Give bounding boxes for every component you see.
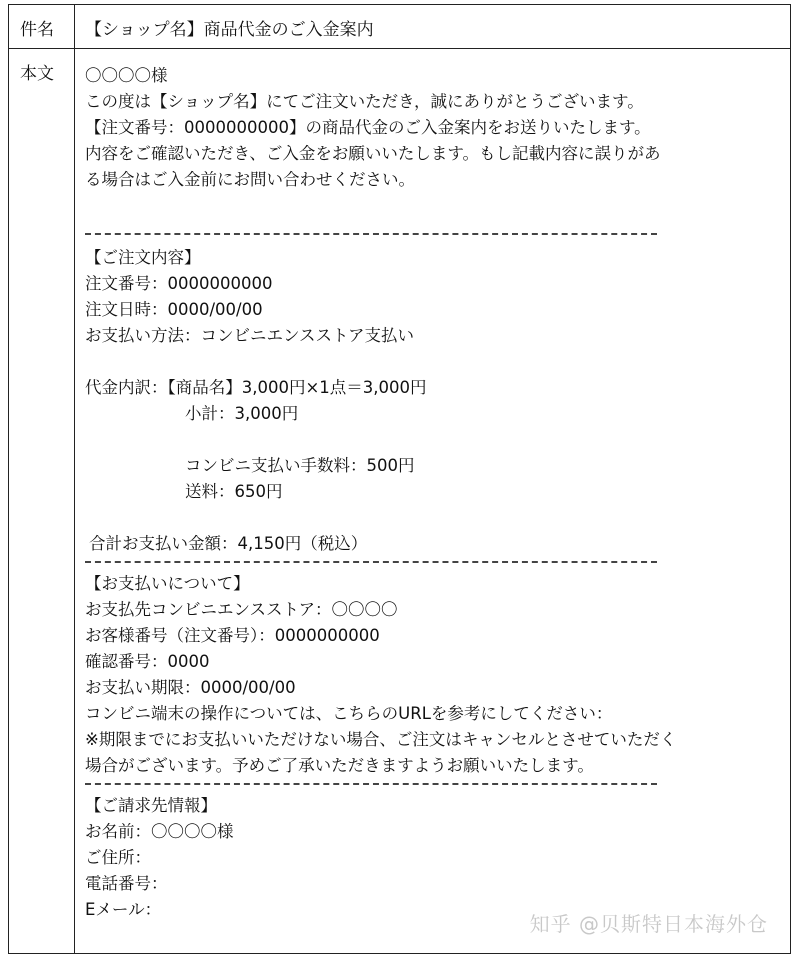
- body-row: [9, 49, 790, 953]
- total-amount: 合計お支払い金額：4,150円（税込）: [89, 534, 368, 553]
- convenience-fee: コンビニ支払い手数料：500円: [185, 456, 415, 475]
- confirmation-number: 確認番号：0000: [85, 652, 210, 671]
- intro-line: この度は【ショップ名】にてご注文いただき，誠にありがとうございます。: [85, 92, 644, 111]
- customer-number: お客様番号（注文番号）：0000000000: [85, 626, 380, 645]
- payment-deadline: お支払い期限：0000/00/00: [85, 678, 296, 697]
- terminal-note: コンビニ端末の操作については、こちらのURLを参考にしてください：: [85, 704, 613, 723]
- order-section-heading: 【ご注文内容】: [85, 248, 201, 267]
- email-template-table: [8, 4, 791, 954]
- billing-address: ご住所：: [85, 848, 151, 867]
- payment-method: お支払い方法：コンビニエンスストア支払い: [85, 326, 415, 345]
- greeting: 〇〇〇〇様: [85, 66, 168, 85]
- order-number: 注文番号：0000000000: [85, 274, 273, 293]
- billing-email: Eメール：: [85, 900, 162, 919]
- dashed-separator: [85, 219, 790, 245]
- subject-row: [9, 5, 790, 49]
- subject-value: 【ショップ名】商品代金のご入金案内: [85, 20, 374, 40]
- price-breakdown: 代金内訳：【商品名】3,000円×1点＝3,000円: [85, 378, 427, 397]
- body-content: [75, 63, 790, 923]
- intro-line: る場合はご入金前にお問い合わせください。: [85, 170, 415, 189]
- payment-store: お支払先コンビニエンスストア：〇〇〇〇: [85, 600, 398, 619]
- subtotal: 小計：3,000円: [185, 404, 299, 423]
- dashed-separator: [85, 557, 790, 571]
- cancel-note: 場合がございます。予めご了承いただきますようお願いいたします。: [85, 756, 594, 775]
- watermark: 知乎 @贝斯特日本海外仓: [529, 912, 768, 936]
- body-label: 本文: [9, 49, 75, 953]
- subject-label: 件名: [9, 5, 75, 48]
- order-date: 注文日時：0000/00/00: [85, 300, 263, 319]
- intro-line: 内容をご確認いただき、ご入金をお願いいたします。もし記載内容に誤りがあ: [85, 144, 661, 163]
- billing-name: お名前：〇〇〇〇様: [85, 822, 234, 841]
- cancel-note: ※期限までにお支払いいただけない場合、ご注文はキャンセルとさせていただく: [85, 730, 677, 749]
- billing-phone: 電話番号：: [85, 874, 168, 893]
- payment-section-heading: 【お支払いについて】: [85, 574, 250, 593]
- dashed-separator: [85, 779, 790, 793]
- intro-line: 【注文番号：0000000000】の商品代金のご入金案内をお送りいたします。: [85, 118, 651, 137]
- billing-section-heading: 【ご請求先情報】: [85, 796, 217, 815]
- shipping-fee: 送料：650円: [185, 482, 283, 501]
